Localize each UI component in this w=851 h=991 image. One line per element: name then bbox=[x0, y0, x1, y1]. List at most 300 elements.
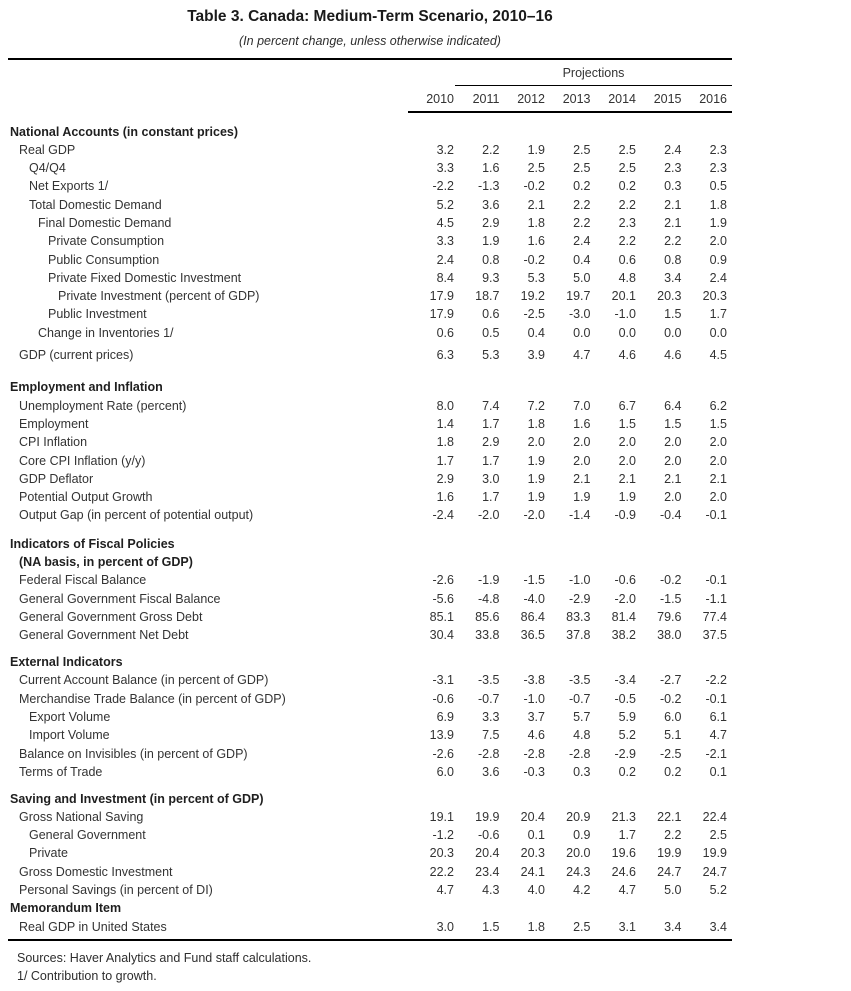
value-cell-2010: 3.2 bbox=[436, 142, 454, 157]
section-header-label: External Indicators bbox=[10, 655, 123, 670]
value-cell-2016: 3.4 bbox=[709, 919, 727, 934]
value-cell-2016: 6.2 bbox=[709, 398, 727, 413]
value-cell-2015: 2.1 bbox=[664, 215, 682, 230]
value-cell-2012: 1.8 bbox=[527, 215, 545, 230]
table-title: Table 3. Canada: Medium-Term Scenario, 2010–16 bbox=[187, 8, 553, 25]
row-label: Terms of Trade bbox=[19, 764, 103, 779]
value-cell-2014: 0.2 bbox=[618, 764, 636, 779]
value-cell-2011: 7.4 bbox=[482, 398, 500, 413]
value-cell-2010: 5.2 bbox=[436, 197, 454, 212]
value-cell-2015: 2.2 bbox=[664, 234, 682, 249]
value-cell-2016: -1.1 bbox=[705, 591, 727, 606]
value-cell-2012: 20.3 bbox=[520, 846, 545, 861]
value-cell-2010: -2.6 bbox=[432, 746, 454, 761]
value-cell-2016: -0.1 bbox=[705, 691, 727, 706]
value-cell-2011: 2.9 bbox=[482, 215, 500, 230]
value-cell-2011: -1.3 bbox=[477, 179, 500, 194]
table-row bbox=[8, 918, 732, 936]
section-header-label: Saving and Investment (in percent of GDP) bbox=[10, 791, 264, 806]
value-cell-2011: 19.9 bbox=[475, 809, 500, 824]
value-cell-2016: 24.7 bbox=[702, 864, 727, 879]
value-cell-2015: 1.5 bbox=[664, 416, 682, 431]
value-cell-2014: 81.4 bbox=[611, 609, 636, 624]
table-row bbox=[8, 826, 732, 844]
row-label: Total Domestic Demand bbox=[29, 197, 162, 212]
value-cell-2015: -0.4 bbox=[659, 508, 682, 523]
value-cell-2011: 3.3 bbox=[482, 709, 500, 724]
value-cell-2010: 1.4 bbox=[436, 416, 454, 431]
value-cell-2014: 1.5 bbox=[618, 416, 636, 431]
value-cell-2011: 4.3 bbox=[482, 883, 500, 898]
value-cell-2015: 2.0 bbox=[664, 453, 682, 468]
value-cell-2012: 36.5 bbox=[520, 628, 545, 643]
value-cell-2016: 2.3 bbox=[709, 161, 727, 176]
row-label: Gross National Saving bbox=[19, 809, 144, 824]
table-row bbox=[8, 397, 732, 415]
row-label: Q4/Q4 bbox=[29, 161, 66, 176]
value-cell-2013: 4.2 bbox=[573, 883, 591, 898]
value-cell-2011: -2.8 bbox=[477, 746, 500, 761]
value-cell-2010: 20.3 bbox=[429, 846, 454, 861]
row-label: Private bbox=[29, 846, 68, 861]
value-cell-2011: -1.9 bbox=[477, 573, 500, 588]
footnote: 1/ Contribution to growth. bbox=[17, 969, 157, 984]
row-label: General Government Gross Debt bbox=[19, 609, 203, 624]
value-cell-2013: 0.3 bbox=[573, 764, 591, 779]
value-cell-2012: -2.8 bbox=[523, 746, 545, 761]
value-cell-2014: 6.7 bbox=[618, 398, 636, 413]
value-cell-2012: 1.6 bbox=[527, 234, 545, 249]
value-cell-2010: -2.2 bbox=[432, 179, 454, 194]
value-cell-2012: 2.5 bbox=[527, 161, 545, 176]
value-cell-2010: 13.9 bbox=[429, 728, 454, 743]
section-header-row bbox=[8, 790, 732, 808]
value-cell-2011: -4.8 bbox=[477, 591, 500, 606]
value-cell-2011: 3.0 bbox=[482, 471, 500, 486]
row-label: Real GDP bbox=[19, 142, 76, 157]
table-row bbox=[8, 571, 732, 589]
value-cell-2011: 1.6 bbox=[482, 161, 500, 176]
row-label: General Government bbox=[29, 828, 146, 843]
value-cell-2014: 2.0 bbox=[618, 435, 636, 450]
value-cell-2015: -1.5 bbox=[659, 591, 682, 606]
table-row bbox=[8, 269, 732, 287]
value-cell-2016: 2.5 bbox=[709, 828, 727, 843]
value-cell-2013: 2.2 bbox=[573, 215, 591, 230]
value-cell-2012: 1.9 bbox=[527, 453, 545, 468]
value-cell-2015: 6.0 bbox=[664, 709, 682, 724]
value-cell-2010: 4.5 bbox=[436, 215, 454, 230]
row-label: Public Consumption bbox=[48, 252, 160, 267]
value-cell-2015: 2.4 bbox=[664, 142, 682, 157]
value-cell-2010: 30.4 bbox=[429, 628, 454, 643]
value-cell-2010: -2.6 bbox=[432, 573, 454, 588]
value-cell-2011: 7.5 bbox=[482, 728, 500, 743]
value-cell-2016: 1.8 bbox=[709, 197, 727, 212]
value-cell-2015: 22.1 bbox=[657, 809, 682, 824]
value-cell-2012: 7.2 bbox=[527, 398, 545, 413]
value-cell-2012: 3.7 bbox=[527, 709, 545, 724]
value-cell-2014: 0.6 bbox=[618, 252, 636, 267]
value-cell-2012: 4.0 bbox=[527, 883, 545, 898]
section-header-row bbox=[8, 378, 732, 396]
table-row bbox=[8, 232, 732, 250]
value-cell-2015: 20.3 bbox=[657, 289, 682, 304]
row-label: Private Fixed Domestic Investment bbox=[48, 270, 242, 285]
value-cell-2016: 2.0 bbox=[709, 453, 727, 468]
value-cell-2015: 2.0 bbox=[664, 490, 682, 505]
value-cell-2012: 4.6 bbox=[527, 728, 545, 743]
section-header-label: (NA basis, in percent of GDP) bbox=[19, 555, 193, 570]
value-cell-2012: 5.3 bbox=[527, 270, 545, 285]
value-cell-2014: -2.9 bbox=[614, 746, 636, 761]
value-cell-2010: 6.0 bbox=[436, 764, 454, 779]
value-cell-2011: 1.7 bbox=[482, 416, 500, 431]
value-cell-2010: -1.2 bbox=[432, 828, 454, 843]
value-cell-2015: 24.7 bbox=[657, 864, 682, 879]
value-cell-2014: -0.9 bbox=[614, 508, 636, 523]
value-cell-2010: 17.9 bbox=[429, 307, 454, 322]
value-cell-2015: 2.1 bbox=[664, 471, 682, 486]
row-label: GDP Deflator bbox=[19, 471, 94, 486]
value-cell-2014: 20.1 bbox=[611, 289, 636, 304]
value-cell-2010: 85.1 bbox=[429, 609, 454, 624]
value-cell-2012: -2.0 bbox=[523, 508, 545, 523]
value-cell-2011: 0.5 bbox=[482, 325, 500, 340]
value-cell-2015: 0.2 bbox=[664, 764, 682, 779]
value-cell-2014: 0.2 bbox=[618, 179, 636, 194]
value-cell-2014: 2.2 bbox=[618, 197, 636, 212]
value-cell-2015: 6.4 bbox=[664, 398, 682, 413]
value-cell-2013: 2.5 bbox=[573, 919, 591, 934]
value-cell-2011: -3.5 bbox=[477, 673, 500, 688]
table-row bbox=[8, 726, 732, 744]
row-label: Output Gap (in percent of potential output) bbox=[19, 508, 254, 523]
value-cell-2016: 0.5 bbox=[709, 179, 727, 194]
value-cell-2010: 22.2 bbox=[429, 864, 454, 879]
table-body bbox=[8, 123, 732, 936]
value-cell-2013: 20.0 bbox=[566, 846, 591, 861]
row-label: Real GDP in United States bbox=[19, 919, 167, 934]
value-cell-2016: 77.4 bbox=[702, 609, 727, 624]
year-header-rule bbox=[408, 111, 732, 113]
value-cell-2014: 5.9 bbox=[618, 709, 636, 724]
value-cell-2014: 2.5 bbox=[618, 142, 636, 157]
table-row bbox=[8, 196, 732, 214]
value-cell-2013: -2.8 bbox=[568, 746, 591, 761]
value-cell-2013: 2.4 bbox=[573, 234, 591, 249]
table-container bbox=[8, 0, 732, 985]
row-label: Private Consumption bbox=[48, 234, 165, 249]
value-cell-2015: 38.0 bbox=[657, 628, 682, 643]
section-spacer bbox=[8, 364, 732, 378]
value-cell-2011: 3.6 bbox=[482, 764, 500, 779]
value-cell-2015: 2.1 bbox=[664, 197, 682, 212]
value-cell-2011: 18.7 bbox=[475, 289, 500, 304]
value-cell-2014: 2.0 bbox=[618, 453, 636, 468]
value-cell-2013: 2.5 bbox=[573, 142, 591, 157]
value-cell-2015: 2.2 bbox=[664, 828, 682, 843]
value-cell-2010: 6.3 bbox=[436, 348, 454, 363]
row-label: General Government Net Debt bbox=[19, 628, 189, 643]
value-cell-2016: 2.4 bbox=[709, 270, 727, 285]
value-cell-2016: 22.4 bbox=[702, 809, 727, 824]
value-cell-2015: 0.8 bbox=[664, 252, 682, 267]
value-cell-2014: -0.6 bbox=[614, 573, 636, 588]
value-cell-2011: 23.4 bbox=[475, 864, 500, 879]
value-cell-2013: 24.3 bbox=[566, 864, 591, 879]
year-col-2013: 2013 bbox=[562, 92, 591, 106]
section-spacer bbox=[8, 781, 732, 790]
value-cell-2010: -0.6 bbox=[432, 691, 454, 706]
table-top-rule bbox=[8, 58, 732, 60]
value-cell-2016: -0.1 bbox=[705, 508, 727, 523]
value-cell-2012: 2.0 bbox=[527, 435, 545, 450]
table-row bbox=[8, 506, 732, 524]
value-cell-2012: 0.4 bbox=[527, 325, 545, 340]
value-cell-2015: 0.3 bbox=[664, 179, 682, 194]
value-cell-2015: -2.7 bbox=[659, 673, 682, 688]
value-cell-2010: 0.6 bbox=[436, 325, 454, 340]
value-cell-2012: 1.9 bbox=[527, 471, 545, 486]
table-row bbox=[8, 433, 732, 451]
value-cell-2014: 21.3 bbox=[611, 809, 636, 824]
value-cell-2016: 0.0 bbox=[709, 325, 727, 340]
row-label: Public Investment bbox=[48, 307, 147, 322]
table-row bbox=[8, 415, 732, 433]
value-cell-2012: 1.8 bbox=[527, 919, 545, 934]
table-row bbox=[8, 626, 732, 644]
value-cell-2011: 0.6 bbox=[482, 307, 500, 322]
value-cell-2010: 8.4 bbox=[436, 270, 454, 285]
year-col-2016: 2016 bbox=[699, 92, 727, 106]
value-cell-2012: 24.1 bbox=[520, 864, 545, 879]
sources-note: Sources: Haver Analytics and Fund staff calculations. bbox=[17, 951, 312, 966]
row-label: Final Domestic Demand bbox=[38, 215, 172, 230]
value-cell-2013: -2.9 bbox=[568, 591, 591, 606]
section-header-row bbox=[8, 899, 732, 917]
row-label: Gross Domestic Investment bbox=[19, 864, 173, 879]
section-header-row bbox=[8, 553, 732, 571]
value-cell-2010: 2.9 bbox=[436, 471, 454, 486]
value-cell-2013: 0.2 bbox=[573, 179, 591, 194]
value-cell-2011: -0.7 bbox=[477, 691, 500, 706]
value-cell-2012: 0.1 bbox=[527, 828, 545, 843]
value-cell-2015: 4.6 bbox=[664, 348, 682, 363]
table-row bbox=[8, 763, 732, 781]
value-cell-2014: 0.0 bbox=[618, 325, 636, 340]
value-cell-2014: 5.2 bbox=[618, 728, 636, 743]
value-cell-2016: 2.0 bbox=[709, 234, 727, 249]
value-cell-2011: 2.9 bbox=[482, 435, 500, 450]
value-cell-2012: -0.2 bbox=[523, 252, 545, 267]
table-row bbox=[8, 708, 732, 726]
year-col-2011: 2011 bbox=[472, 92, 500, 106]
table-row bbox=[8, 745, 732, 763]
section-header-label: Memorandum Item bbox=[10, 901, 122, 916]
value-cell-2011: 20.4 bbox=[475, 846, 500, 861]
value-cell-2015: 79.6 bbox=[657, 609, 682, 624]
row-label: Export Volume bbox=[29, 709, 111, 724]
value-cell-2016: -2.1 bbox=[705, 746, 727, 761]
value-cell-2016: 2.3 bbox=[709, 142, 727, 157]
table-row bbox=[8, 346, 732, 364]
value-cell-2014: 2.3 bbox=[618, 215, 636, 230]
row-label: Personal Savings (in percent of DI) bbox=[19, 883, 213, 898]
value-cell-2012: -1.0 bbox=[523, 691, 545, 706]
section-spacer bbox=[8, 525, 732, 535]
value-cell-2013: 0.9 bbox=[573, 828, 591, 843]
value-cell-2016: 2.1 bbox=[709, 471, 727, 486]
table-row bbox=[8, 808, 732, 826]
value-cell-2016: 1.5 bbox=[709, 416, 727, 431]
value-cell-2014: 2.5 bbox=[618, 161, 636, 176]
year-header-row bbox=[8, 90, 732, 108]
row-label: Net Exports 1/ bbox=[29, 179, 109, 194]
value-cell-2016: 0.1 bbox=[709, 764, 727, 779]
value-cell-2010: 6.9 bbox=[436, 709, 454, 724]
row-label: Unemployment Rate (percent) bbox=[19, 398, 187, 413]
value-cell-2015: -2.5 bbox=[659, 746, 682, 761]
table-row bbox=[8, 844, 732, 862]
section-header-label: Employment and Inflation bbox=[10, 380, 163, 395]
row-label: Current Account Balance (in percent of GDP) bbox=[19, 673, 269, 688]
value-cell-2011: 1.7 bbox=[482, 453, 500, 468]
table-row bbox=[8, 488, 732, 506]
value-cell-2011: 1.5 bbox=[482, 919, 500, 934]
value-cell-2015: 3.4 bbox=[664, 270, 682, 285]
table-row bbox=[8, 287, 732, 305]
value-cell-2013: 4.7 bbox=[573, 348, 591, 363]
value-cell-2013: 4.8 bbox=[573, 728, 591, 743]
table-bottom-rule bbox=[8, 939, 732, 942]
value-cell-2013: 2.5 bbox=[573, 161, 591, 176]
value-cell-2016: -0.1 bbox=[705, 573, 727, 588]
table-row bbox=[8, 881, 732, 899]
projections-rule bbox=[455, 85, 732, 86]
section-header-row bbox=[8, 535, 732, 553]
value-cell-2011: 3.6 bbox=[482, 197, 500, 212]
value-cell-2014: 19.6 bbox=[611, 846, 636, 861]
value-cell-2015: -0.2 bbox=[659, 573, 682, 588]
value-cell-2013: 5.0 bbox=[573, 270, 591, 285]
value-cell-2016: 2.0 bbox=[709, 435, 727, 450]
value-cell-2010: 3.3 bbox=[436, 234, 454, 249]
value-cell-2014: 2.1 bbox=[618, 471, 636, 486]
year-header-spacer bbox=[8, 90, 409, 108]
row-label: General Government Fiscal Balance bbox=[19, 591, 221, 606]
value-cell-2013: 20.9 bbox=[566, 809, 591, 824]
value-cell-2013: 37.8 bbox=[566, 628, 591, 643]
value-cell-2015: 0.0 bbox=[664, 325, 682, 340]
value-cell-2013: 5.7 bbox=[573, 709, 591, 724]
value-cell-2012: -0.2 bbox=[523, 179, 545, 194]
value-cell-2011: 0.8 bbox=[482, 252, 500, 267]
section-header-label: Indicators of Fiscal Policies bbox=[10, 536, 175, 551]
value-cell-2013: 2.0 bbox=[573, 453, 591, 468]
value-cell-2012: 1.9 bbox=[527, 142, 545, 157]
value-cell-2010: 3.0 bbox=[436, 919, 454, 934]
value-cell-2015: 1.5 bbox=[664, 307, 682, 322]
value-cell-2013: -3.5 bbox=[568, 673, 591, 688]
row-label: Import Volume bbox=[29, 728, 110, 743]
value-cell-2013: 19.7 bbox=[566, 289, 591, 304]
projections-label: Projections bbox=[562, 66, 625, 80]
value-cell-2016: 4.5 bbox=[709, 348, 727, 363]
value-cell-2011: -2.0 bbox=[477, 508, 500, 523]
value-cell-2010: -2.4 bbox=[432, 508, 454, 523]
value-cell-2013: -1.4 bbox=[568, 508, 591, 523]
value-cell-2013: 0.0 bbox=[573, 325, 591, 340]
table-row bbox=[8, 177, 732, 195]
value-cell-2014: 4.6 bbox=[618, 348, 636, 363]
year-col-2014: 2014 bbox=[608, 92, 636, 106]
value-cell-2010: 3.3 bbox=[436, 161, 454, 176]
value-cell-2014: 1.9 bbox=[618, 490, 636, 505]
value-cell-2012: 20.4 bbox=[520, 809, 545, 824]
value-cell-2010: 1.8 bbox=[436, 435, 454, 450]
section-header-label: National Accounts (in constant prices) bbox=[10, 124, 239, 139]
value-cell-2012: 3.9 bbox=[527, 348, 545, 363]
value-cell-2015: 5.0 bbox=[664, 883, 682, 898]
year-col-2010: 2010 bbox=[426, 92, 454, 106]
table-row bbox=[8, 690, 732, 708]
value-cell-2011: 33.8 bbox=[475, 628, 500, 643]
value-cell-2013: 1.9 bbox=[573, 490, 591, 505]
value-cell-2013: 83.3 bbox=[566, 609, 591, 624]
section-header-row bbox=[8, 123, 732, 141]
year-col-2012: 2012 bbox=[517, 92, 545, 106]
row-label: Merchandise Trade Balance (in percent of GDP) bbox=[19, 691, 286, 706]
value-cell-2013: 2.2 bbox=[573, 197, 591, 212]
value-cell-2010: 1.6 bbox=[436, 490, 454, 505]
table-row bbox=[8, 141, 732, 159]
value-cell-2014: 4.8 bbox=[618, 270, 636, 285]
value-cell-2012: -3.8 bbox=[523, 673, 545, 688]
value-cell-2012: -1.5 bbox=[523, 573, 545, 588]
value-cell-2014: 24.6 bbox=[611, 864, 636, 879]
value-cell-2010: 17.9 bbox=[429, 289, 454, 304]
value-cell-2016: 20.3 bbox=[702, 289, 727, 304]
value-cell-2010: -3.1 bbox=[432, 673, 454, 688]
value-cell-2013: 1.6 bbox=[573, 416, 591, 431]
value-cell-2013: -0.7 bbox=[568, 691, 591, 706]
value-cell-2014: 1.7 bbox=[618, 828, 636, 843]
section-header-row bbox=[8, 653, 732, 671]
value-cell-2016: 5.2 bbox=[709, 883, 727, 898]
value-cell-2016: 19.9 bbox=[702, 846, 727, 861]
row-label: CPI Inflation bbox=[19, 435, 88, 450]
value-cell-2016: 1.7 bbox=[709, 307, 727, 322]
value-cell-2014: 3.1 bbox=[618, 919, 636, 934]
value-cell-2013: 7.0 bbox=[573, 398, 591, 413]
value-cell-2016: 4.7 bbox=[709, 728, 727, 743]
value-cell-2011: 1.7 bbox=[482, 490, 500, 505]
value-cell-2010: 2.4 bbox=[436, 252, 454, 267]
value-cell-2013: 2.1 bbox=[573, 471, 591, 486]
table-row bbox=[8, 305, 732, 323]
value-cell-2015: 19.9 bbox=[657, 846, 682, 861]
value-cell-2011: 1.9 bbox=[482, 234, 500, 249]
value-cell-2014: 2.2 bbox=[618, 234, 636, 249]
value-cell-2015: 5.1 bbox=[664, 728, 682, 743]
value-cell-2012: 1.8 bbox=[527, 416, 545, 431]
table-row bbox=[8, 324, 732, 342]
value-cell-2011: -0.6 bbox=[477, 828, 500, 843]
row-label: GDP (current prices) bbox=[19, 348, 134, 363]
value-cell-2014: 4.7 bbox=[618, 883, 636, 898]
value-cell-2011: 85.6 bbox=[475, 609, 500, 624]
